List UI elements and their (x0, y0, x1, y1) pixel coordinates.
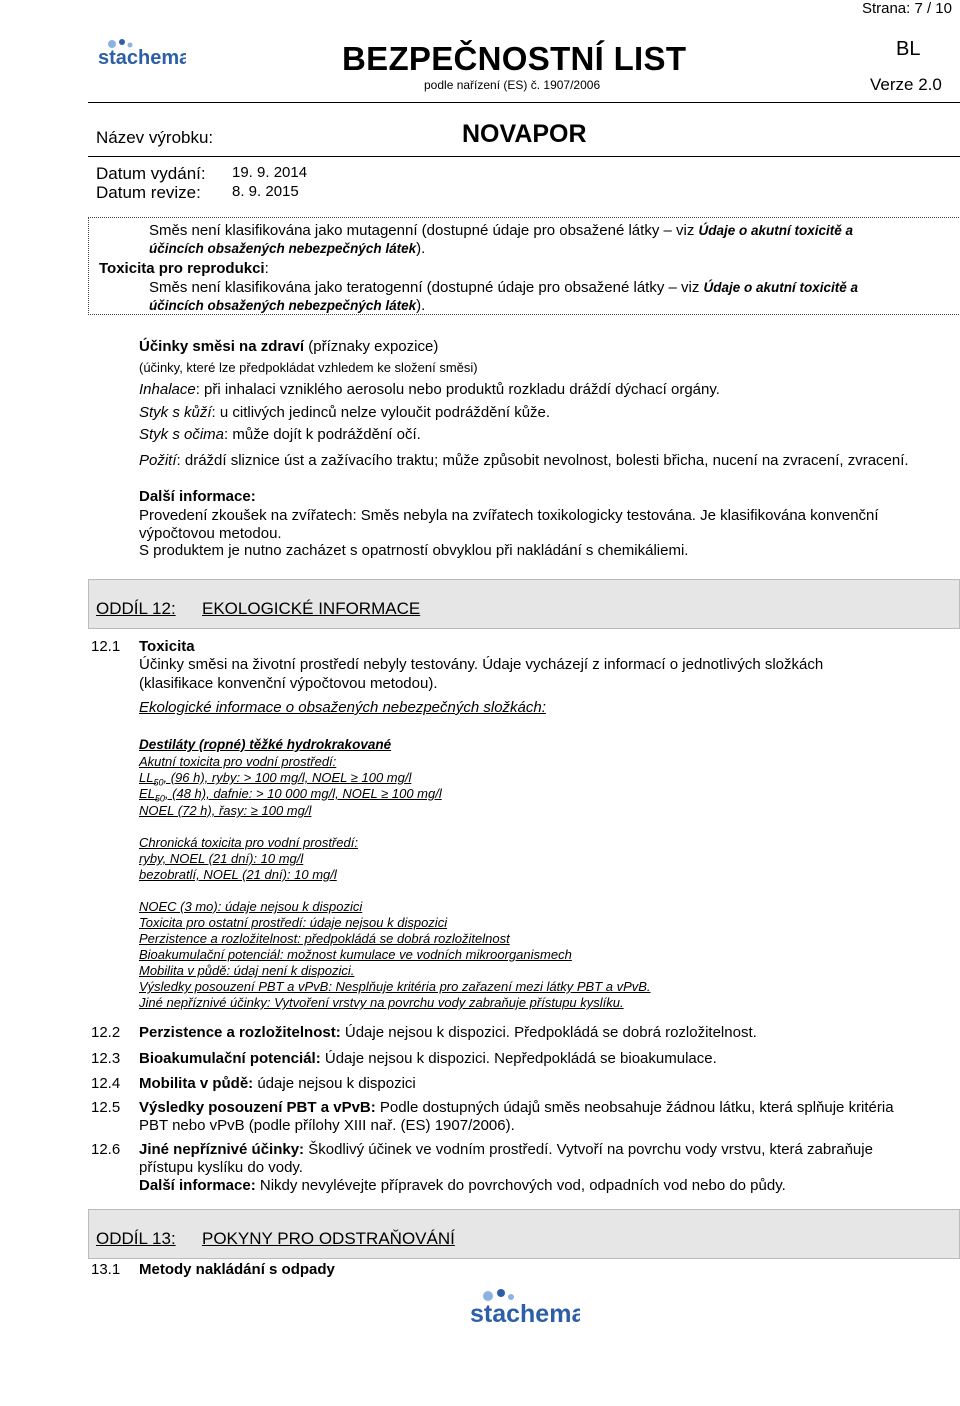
reproduction-heading: Toxicita pro reprodukci: (99, 260, 269, 277)
acute-toxicity-label: Akutní toxicita pro vodní prostředí: (139, 754, 337, 769)
subsection-title: Toxicita (139, 638, 195, 655)
mutagenic-text: Směs není klasifikována jako mutagenní (dostupné údaje pro obsažené látky – viz Údaje o akutní toxicitě a (149, 222, 854, 239)
subsection-number: 12.1 (91, 638, 121, 655)
persistence-section: Perzistence a rozložitelnost: Údaje nejsou k dispozici. Předpokládá se dobrá rozložitelnost. (139, 1024, 757, 1041)
further-info-line: S produktem je nutno zacházet s opatrností obvyklou při nakládání s chemikáliemi. (139, 542, 689, 559)
document-title: BEZPEČNOSTNÍ LIST (342, 40, 687, 77)
other-effects-text: Jiné nepříznivé účinky: Vytvoření vrstvy na povrchu vody zabraňuje přístupu kyslíku. (139, 995, 624, 1010)
product-name: NOVAPOR (462, 120, 587, 148)
pbt-text: Výsledky posouzení PBT a vPvB: Nesplňuje kritéria pro zařazení mezi látky PBT a vPvB. (139, 979, 651, 994)
inhalation-text: Inhalace: při inhalaci vzniklého aerosolu nebo produktů rozkladu dráždí dýchací orgány. (139, 381, 720, 398)
chronic-toxicity-label: Chronická toxicita pro vodní prostředí: (139, 835, 358, 850)
chronic-fish: ryby, NOEL (21 dní): 10 mg/l (139, 851, 304, 866)
adverse-effects-section: Jiné nepříznivé účinky: Škodlivý účinek ve vodním prostředí. Vytvoří na povrchu vody vrstvu, která zabraňuje (139, 1141, 873, 1158)
other-toxicity-text: Toxicita pro ostatní prostředí: údaje nejsou k dispozici (139, 915, 448, 930)
further-info-title: Další informace: (139, 488, 256, 505)
mobility-section: Mobilita v půdě: údaje nejsou k dispozici (139, 1075, 416, 1092)
reproduction-text: Směs není klasifikována jako teratogenní (dostupné údaje pro obsažené látky – viz Údaje o akutní toxicitě a (149, 279, 859, 296)
section-12-header (88, 579, 960, 629)
document-code: BL (896, 38, 921, 60)
lc50-value: $LL_{50}$, (96 h), ryby: > 100 mg/l, NOEL ≥ 100 mg/l (139, 770, 412, 788)
skin-contact-text: Styk s kůží: u citlivých jedinců nelze vyloučit podráždění kůže. (139, 404, 551, 421)
further-info-line: výpočtovou metodou. (139, 525, 282, 542)
section-title: EKOLOGICKÉ INFORMACE (202, 599, 421, 618)
subsection-title: Metody nakládání s odpady (139, 1261, 335, 1278)
document-subtitle: podle nařízení (ES) č. 1907/2006 (424, 78, 601, 92)
logo-text: stachema (98, 47, 186, 69)
toxicity-text: (klasifikace konvenční výpočtovou metodou). (139, 675, 438, 692)
subsection-number: 12.5 (91, 1099, 121, 1116)
noec-text: NOEC (3 mo): údaje nejsou k dispozici (139, 899, 363, 914)
bioaccumulation-text: Bioakumulační potenciál: možnost kumulace ve vodních mikroorganismech (139, 947, 572, 962)
section-13-header (88, 1209, 960, 1259)
toxicity-box (88, 217, 959, 315)
pbt-section: Výsledky posouzení PBT a vPvB: Podle dostupných údajů směs neobsahuje žádnou látku, která splňuje kritéria (139, 1099, 894, 1116)
health-effects-title: Účinky směsi na zdraví (příznaky expozice) (139, 338, 439, 355)
page-number: Strana: 7 / 10 (861, 0, 952, 17)
subsection-number: 12.3 (91, 1050, 121, 1067)
chronic-invertebrates: bezobratlí, NOEL (21 dní): 10 mg/l (139, 867, 337, 882)
section-title: POKYNY PRO ODSTRAŇOVÁNÍ (202, 1229, 455, 1248)
mutagenic-ref: účincích obsažených nebezpečných látek). (149, 240, 426, 257)
product-label: Název výrobku: (96, 128, 214, 147)
further-info-line: Provedení zkoušek na zvířatech: Směs nebyla na zvířatech toxikologicky testována. Je klasifikována konvenční (139, 507, 879, 524)
section-number: ODDÍL 12: (96, 599, 176, 618)
document-version: Verze 2.0 (870, 75, 942, 94)
el50-value: $EL_{50}$, (48 h), dafnie: > 10 000 mg/l, NOEL ≥ 100 mg/l (139, 786, 442, 804)
adverse-effects-cont: přístupu kyslíku do vody. (139, 1159, 303, 1176)
substance-name: Destiláty (ropné) těžké hydrokrakované (139, 737, 392, 752)
stachema-footer-logo (468, 1284, 580, 1344)
toxicity-text: Účinky směsi na životní prostředí nebyly testovány. Údaje vycházejí z informací o jednotlivých složkách (139, 656, 824, 673)
section-number: ODDÍL 13: (96, 1229, 176, 1248)
bioaccumulation-section: Bioakumulační potenciál: Údaje nejsou k dispozici. Nepředpokládá se bioakumulace. (139, 1050, 717, 1067)
mobility-text: Mobilita v půdě: údaj není k dispozici. (139, 963, 355, 978)
logo-text: stachema (470, 1300, 580, 1328)
revision-date-label: Datum revize: (96, 183, 201, 202)
header-rule (88, 102, 960, 103)
subsection-number: 12.2 (91, 1024, 121, 1041)
revision-date: 8. 9. 2015 (232, 183, 299, 200)
stachema-logo (96, 34, 186, 82)
health-effects-note: (účinky, které lze předpokládat vzhledem ke složení směsi) (139, 360, 478, 375)
further-info-disposal: Další informace: Nikdy nevylévejte přípravek do povrchových vod, odpadních vod nebo do půdy. (139, 1177, 786, 1194)
eye-contact-text: Styk s očima: může dojít k podráždění očí. (139, 426, 421, 443)
issue-date-label: Datum vydání: (96, 164, 206, 183)
ingestion-text: Požití: dráždí sliznice úst a zažívacího traktu; může způsobit nevolnost, bolesti břicha, nucení na zvracení, zvracení. (139, 452, 909, 469)
subsection-number: 12.4 (91, 1075, 121, 1092)
subsection-number: 13.1 (91, 1261, 121, 1278)
header-rule (88, 156, 960, 157)
issue-date: 19. 9. 2014 (232, 164, 308, 181)
pbt-section-cont: PBT nebo vPvB (podle přílohy XIII nař. (ES) 1907/2006). (139, 1117, 515, 1134)
subsection-number: 12.6 (91, 1141, 121, 1158)
algae-noel: NOEL (72 h), řasy: ≥ 100 mg/l (139, 803, 312, 818)
persistence-text: Perzistence a rozložitelnost: předpokládá se dobrá rozložitelnost (139, 931, 510, 946)
eco-info-heading: Ekologické informace o obsažených nebezpečných složkách: (139, 699, 546, 716)
reproduction-ref: účincích obsažených nebezpečných látek). (149, 297, 426, 314)
